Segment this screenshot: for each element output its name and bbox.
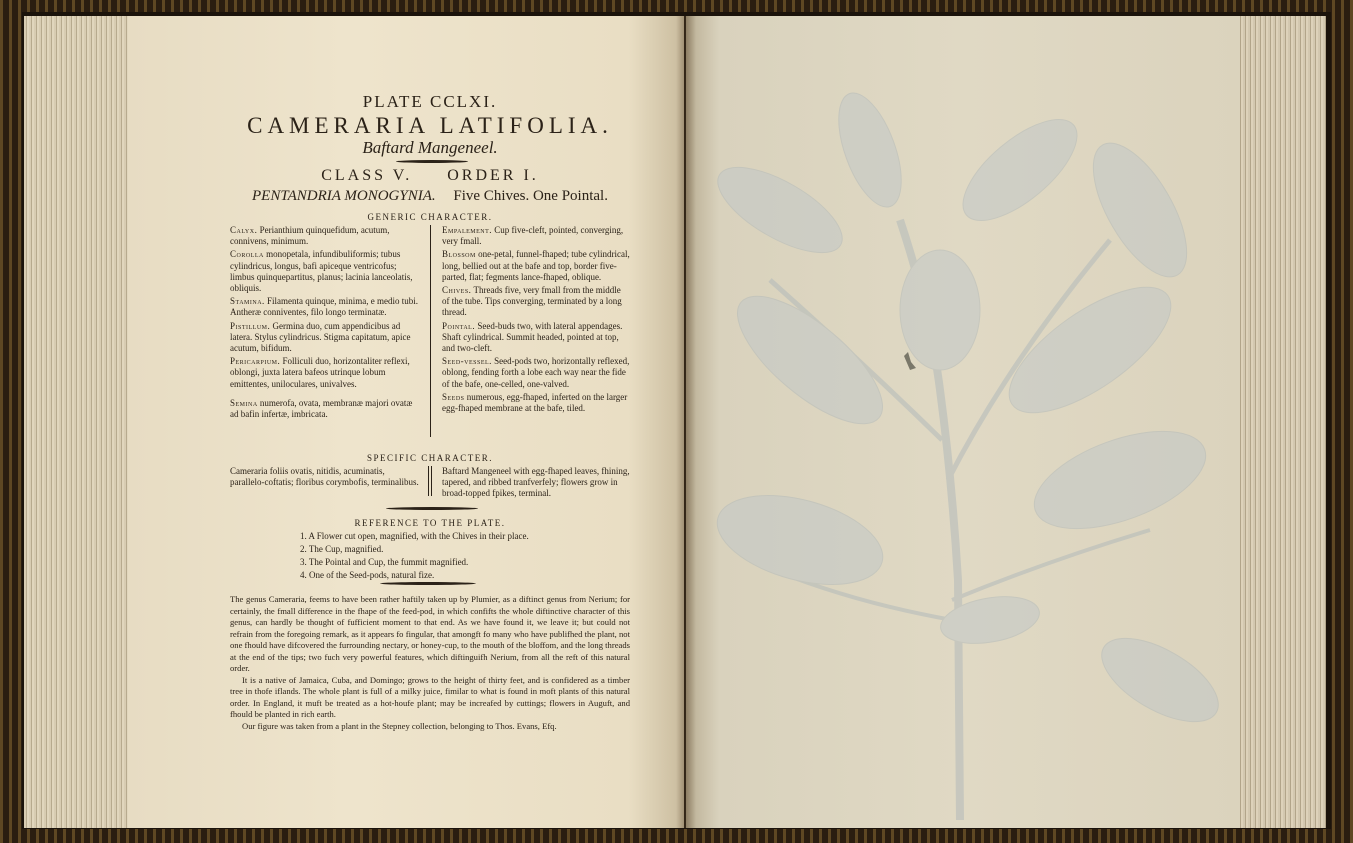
order-latin: PENTANDRIA MONOGYNIA. — [252, 188, 436, 204]
leaf — [719, 275, 902, 444]
entry-pointal: Pointal. Seed-buds two, with lateral appendages. Shaft cylindrical. Summit headed, pointed at top, and two-cleft. — [442, 320, 623, 354]
plant-branch — [952, 530, 1150, 600]
entry-pistillum: Pistillum. Germina duo, cum appendicibus ad latera. Stylus cylindricus. Stigma capitatum, apice acutum, bifidum. — [230, 320, 411, 354]
entry-empalement: Empalement. Cup five-cleft, pointed, converging, very fmall. — [442, 225, 624, 247]
specific-latin: Cameraria foliis ovatis, nitidis, acuminatis, parallelo-coftatis; floribus corymbofis, terminalibus. — [230, 466, 419, 488]
generic-english-column — [442, 225, 630, 416]
leaf — [708, 479, 893, 600]
ornamental-rule — [396, 160, 468, 163]
entry-seed-vessel: Seed-vessel. Seed-pods two, horizontally reflexed, oblong, fending forth a lobe each way near the fide of the bafe, one-celled, one-valved. — [442, 356, 630, 389]
specific-character-heading: SPECIFIC CHARACTER. — [366, 453, 494, 463]
generic-character-heading: GENERIC CHARACTER. — [367, 212, 493, 222]
class-order-line — [0, 167, 860, 185]
leaf — [1089, 622, 1230, 739]
column-divider — [430, 225, 431, 437]
reference-item: 1. A Flower cut open, magnified, with the Chives in their place. — [300, 531, 529, 541]
plate-number: PLATE CCLXI. — [362, 92, 498, 111]
entry-seeds: Seeds numerous, egg-fhaped, inferted on the larger egg-fhaped membrane at the bafe, tiled. — [442, 391, 628, 414]
column-divider — [428, 466, 429, 496]
page-edges-right — [1238, 16, 1326, 828]
leaf — [900, 250, 980, 370]
entry-pericarpium: Pericarpium. Folliculi duo, horizontaliter reflexi, oblongi, juxta latera bafeos utrinque lobum emittentes, uniloculares, univalves. — [230, 356, 410, 389]
order-names — [0, 188, 860, 205]
description-paragraph: It is a native of Jamaica, Cuba, and Domingo; grows to the height of thirty feet, and is confidered as a timber tree in thofe iflands. The whole plant is full of a milky juice, fimilar to what is found in moft plants of this natural order. In England, it muft be treated as a hot-houfe plant; may be increafed by cuttings; flowers in Auguft, and fhould be planted in rich earth. — [230, 674, 630, 719]
entry-stamina: Stamina. Filamenta quinque, minima, e medio tubi. Antheræ conniventes, filo longo terminatæ. — [230, 296, 419, 318]
generic-latin-column — [230, 225, 422, 422]
leaf — [1075, 129, 1205, 291]
specific-english: Baftard Mangeneel with egg-fhaped leaves, fhining, tapered, and ribbed tranfverfely; flowers grow in broad-topped fpikes, terminal. — [442, 466, 630, 499]
reference-item: 4. One of the Seed-pods, natural fize. — [300, 570, 435, 580]
order-label: ORDER I. — [447, 167, 539, 184]
common-name: Baftard Mangeneel. — [362, 138, 498, 157]
description-text — [230, 594, 630, 732]
description-paragraph: The genus Cameraria, feems to have been rather haftily taken up by Plumier, as a diftinct genus from Nerium; for certainly, the fmall difference in the fhape of the feed-pod, in which confifts the whole diftinctive character of this genus, can hardly be thought of fufficient moment to that end. As we have found it, we leave it; but could not refrain from the foregoing remark, as it appears fo fingular, that amongft fo many who have publifhed the plant, not one fhould have difcovered the furrounding nectary, or honey-cup, to the mouth of the bloffom, and the long threads at the end of the tips; two fuch very powerful features, which diftinguifh Nerium, from all the reft of this natural order. — [230, 594, 630, 673]
leaf — [990, 264, 1189, 435]
entry-calyx: Calyx. Perianthium quinquefidum, acutum, connivens, minimum. — [230, 225, 390, 247]
ornamental-rule — [386, 507, 478, 510]
order-english: Five Chives. One Pointal. — [453, 188, 608, 204]
entry-corolla: Corolla monopetala, infundibuliformis; tubus cylindricus, longus, bafi apiceque ventricofus; limbus quinquepartitus, planus; lacinia lanceolatis, obliquis. — [230, 249, 413, 294]
class-label: CLASS V. — [321, 167, 413, 184]
reference-item: 2. The Cup, magnified. — [300, 544, 384, 554]
leaf — [947, 102, 1093, 238]
reference-item: 3. The Pointal and Cup, the fummit magnified. — [300, 557, 469, 567]
species-title: CAMERARIA LATIFOLIA. — [247, 113, 613, 138]
reference-heading: REFERENCE TO THE PLATE. — [354, 518, 506, 528]
entry-semina: Semina numerofa, ovata, membranæ majori ovatæ ad bafin infertæ, imbricata. — [230, 397, 413, 420]
ornamental-rule — [380, 582, 476, 585]
column-divider — [431, 466, 432, 496]
reference-list — [300, 530, 529, 582]
leaf — [1022, 412, 1219, 549]
description-paragraph: Our figure was taken from a plant in the Stepney collection, belonging to Thos. Evans, Efq. — [242, 720, 557, 731]
entry-chives: Chives. Threads five, very fmall from the middle of the tube. Tips converging, terminated by a long thread. — [442, 285, 622, 318]
entry-blossom: Blossom one-petal, funnel-fhaped; tube cylindrical, long, bellied out at the bafe and top, border five-parted, flat; fegments lance-fhaped, oblique. — [442, 249, 630, 282]
